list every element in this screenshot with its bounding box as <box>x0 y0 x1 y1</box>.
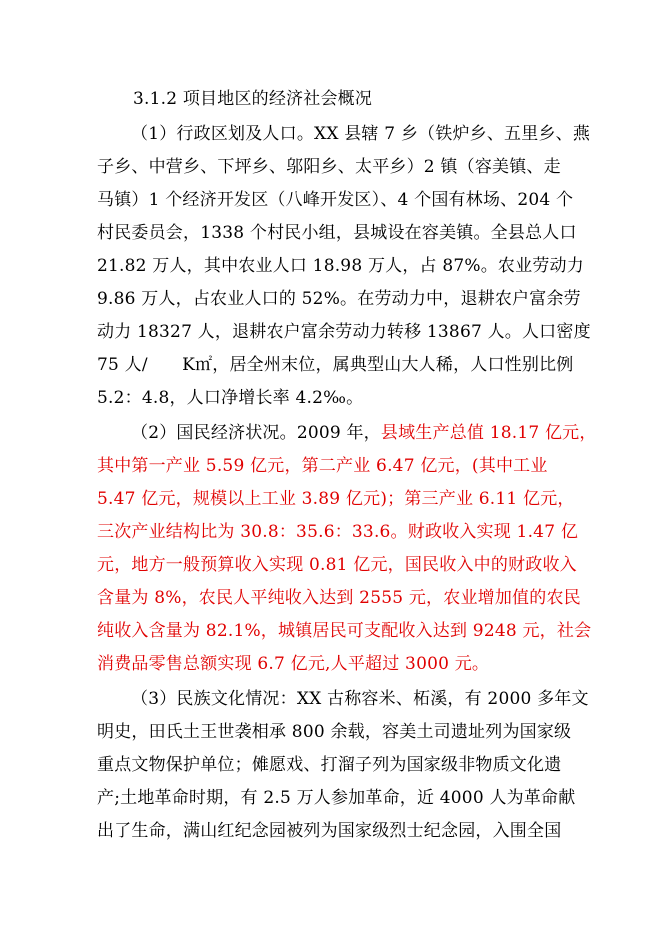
paragraph-line <box>131 423 597 443</box>
highlighted-line: 元，地方一般预算收入实现 0.81 亿元，国民收入中的财政收入 <box>97 555 577 575</box>
paragraph-line: （1）行政区划及人口。XX 县辖 7 乡（铁炉乡、五里乡、燕 <box>131 124 591 144</box>
paragraph-line: 村民委员会，1338 个村民小组，县城设在容美镇。全县总人口 <box>97 223 577 243</box>
paragraph-text: （2）国民经济状况。2009 年， <box>131 423 381 443</box>
highlighted-line: 消费品零售总额实现 6.7 亿元,人平超过 3000 元。 <box>97 654 490 674</box>
paragraph-line: 重点文物保护单位；傩愿戏、打溜子列为国家级非物质文化遗 <box>97 755 562 775</box>
highlighted-line: 三次产业结构比为 30.8：35.6：33.6。财政收入实现 1.47 亿 <box>97 522 579 542</box>
highlighted-line: 5.47 亿元，规模以上工业 3.89 亿元)；第三产业 6.11 亿元， <box>97 489 575 509</box>
highlighted-line: 纯收入含量为 82.1%，城镇居民可支配收入达到 9248 元，社会 <box>97 621 592 641</box>
paragraph-line: 马镇）1 个经济开发区（八峰开发区）、4 个国有林场、204 个 <box>97 190 574 210</box>
paragraph-line: 9.86 万人，占农业人口的 52%。在劳动力中，退耕农户富余劳 <box>97 289 581 309</box>
paragraph-line: 产;土地革命时期，有 2.5 万人参加革命，近 4000 人为革命献 <box>97 788 576 808</box>
highlighted-line: 其中第一产业 5.59 亿元，第二产业 6.47 亿元，(其中工业 <box>97 456 548 476</box>
paragraph-line: （3）民族文化情况：XX 古称容米、柘溪，有 2000 多年文 <box>131 689 589 709</box>
paragraph-line: 子乡、中营乡、下坪乡、邬阳乡、太平乡）2 镇（容美镇、走 <box>97 157 561 177</box>
paragraph-line: 5.2：4.8，人口净增长率 4.2‰。 <box>97 388 364 408</box>
highlighted-text: 县域生产总值 18.17 亿元， <box>380 423 597 443</box>
paragraph-line: 出了生命，满山红纪念园被列为国家级烈士纪念园，入围全国 <box>97 821 562 841</box>
highlighted-line: 含量为 8%，农民人平纯收入达到 2555 元，农业增加值的农民 <box>97 588 581 608</box>
paragraph-line: 动力 18327 人，退耕农户富余劳动力转移 13867 人。人口密度 <box>97 322 591 342</box>
section-heading: 3.1.2 项目地区的经济社会概况 <box>133 89 373 109</box>
paragraph-line: 明史，田氏土王世袭相承 800 余载，容美土司遗址列为国家级 <box>97 722 572 742</box>
paragraph-line: 21.82 万人，其中农业人口 18.98 万人，占 87%。农业劳动力 <box>97 256 584 276</box>
paragraph-line: 75 人/ K㎡，居全州末位，属典型山大人稀，人口性别比例 <box>97 355 574 375</box>
